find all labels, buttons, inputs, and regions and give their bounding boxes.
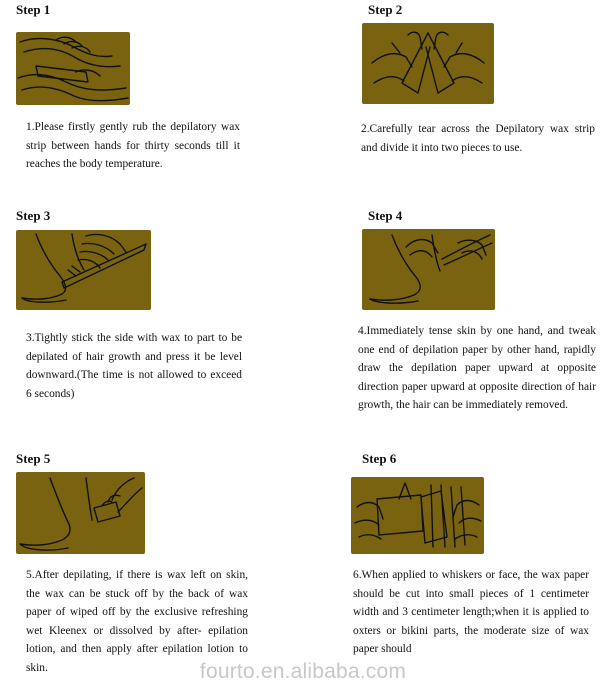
- step-1-heading: Step 1: [16, 2, 51, 17]
- hands-tearing-wax-strip-icon: [362, 23, 494, 104]
- step-3-heading: Step 3: [16, 208, 51, 223]
- hand-pressing-strip-on-leg-icon: [16, 230, 151, 310]
- step-5-illustration: [16, 472, 145, 554]
- step-6-description: 6.When applied to whiskers or face, the wax paper should be cut into small pieces of 1 centimeter width and 3 centimeter length;when it is applied to oxters or bikini parts, the moderate size of wax paper should: [353, 569, 589, 655]
- step-5-description: 5.After depilating, if there is wax left on skin, the wax can be stuck off by the back of wax paper of wiped off by the exclusive refreshing wet Kleenex or dissolved by after- epilation lotion, and then apply after epilation lotion to skin.: [26, 569, 248, 674]
- step-4-illustration: [362, 229, 495, 310]
- step-1-description: 1.Please firstly gently rub the depilatory wax strip between hands for thirty seconds till it reaches the body temperature.: [26, 121, 240, 170]
- step-2-description: 2.Carefully tear across the Depilatory wax strip and divide it into two pieces to use.: [361, 123, 595, 154]
- step-1-illustration: [16, 32, 130, 105]
- hands-rubbing-wax-strip-icon: [16, 32, 130, 105]
- watermark: fourto.en.alibaba.com: [199, 660, 407, 683]
- step-3-description: 3.Tightly stick the side with wax to part to be depilated of hair growth and press it be level downward.(The time is not allowed to exceed 6 seconds): [26, 332, 242, 400]
- step-3-illustration: [16, 230, 151, 310]
- step-6-heading: Step 6: [362, 451, 397, 466]
- hand-wiping-leg-icon: [16, 472, 145, 554]
- hands-pulling-strip-from-leg-icon: [362, 229, 495, 310]
- hands-cutting-small-strips-icon: [351, 477, 484, 554]
- step-6-illustration: [351, 477, 484, 554]
- step-5-heading: Step 5: [16, 451, 51, 466]
- step-4-description: 4.Immediately tense skin by one hand, and tweak one end of depilation paper by other hand, rapidly draw the depilation paper upward at opposite direction paper upward at opposite direction of hair growth, the hair can be immediately removed.: [358, 325, 596, 411]
- step-2-heading: Step 2: [368, 2, 403, 17]
- step-2-illustration: [362, 23, 494, 104]
- step-4-heading: Step 4: [368, 208, 403, 223]
